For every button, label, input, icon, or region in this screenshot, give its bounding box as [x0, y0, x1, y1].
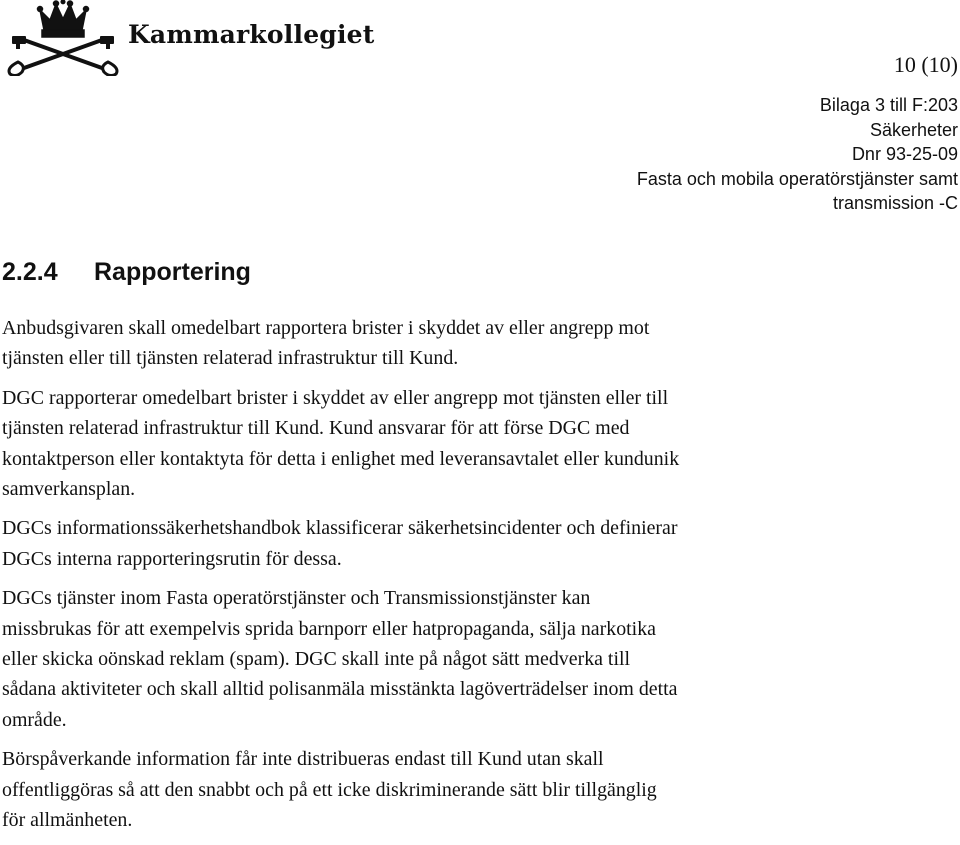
- text-line: för allmänheten.: [2, 809, 133, 832]
- meta-attachment: Bilaga 3 till F:203: [819, 95, 958, 115]
- kammarkollegiet-logo: [4, 0, 375, 76]
- text-line: tjänsten relaterad infrastruktur till Kund. Kund ansvarar för att förse DGC med: [2, 417, 630, 440]
- text-line: offentliggöras så att den snabbt och på ett icke diskriminerande sätt blir tillgänglig: [2, 778, 657, 801]
- paragraph: [2, 513, 957, 574]
- paragraph: [2, 383, 957, 505]
- meta-reference-number: Dnr 93-25-09: [851, 144, 958, 164]
- section-number: 2.2.4: [2, 258, 58, 286]
- text-line: missbrukas för att exempelvis sprida barnporr eller hatpropaganda, sälja narkotika: [2, 617, 656, 640]
- text-line: sådana aktiviteter och skall alltid polisanmäla misstänkta lagöverträdelser inom detta: [2, 678, 678, 701]
- text-line: tjänsten eller till tjänsten relaterad infrastruktur till Kund.: [2, 347, 459, 370]
- paragraph: [2, 744, 957, 835]
- logo-wordmark: Kammarkollegiet: [128, 20, 375, 49]
- text-line: DGCs informationssäkerhetshandbok klassificerar säkerhetsincidenter och definierar: [2, 517, 678, 540]
- paragraph: [2, 313, 957, 374]
- meta-category: Säkerheter: [869, 119, 958, 140]
- crown-keys-icon: [4, 0, 122, 76]
- meta-subject-line-1: Fasta och mobila operatörstjänster samt: [636, 168, 958, 189]
- paragraph: [2, 583, 957, 735]
- text-line: DGC rapporterar omedelbart brister i skyddet av eller angrepp mot tjänsten eller till: [2, 386, 669, 409]
- text-line: område.: [2, 708, 67, 731]
- section-heading: [2, 258, 251, 287]
- text-line: Börspåverkande information får inte distribueras endast till Kund utan skall: [2, 748, 604, 771]
- text-line: Anbudsgivaren skall omedelbart rapportera brister i skyddet av eller angrepp mot: [2, 317, 650, 339]
- meta-subject-line-2: transmission -C: [832, 193, 958, 213]
- document-metadata: [358, 93, 958, 216]
- text-line: DGCs interna rapporteringsrutin för dessa.: [2, 547, 342, 570]
- text-line: samverkansplan.: [2, 478, 136, 501]
- text-line: kontaktperson eller kontaktyta för detta i enlighet med leveransavtalet eller kundunik: [2, 447, 680, 470]
- text-line: DGCs tjänster inom Fasta operatörstjänster och Transmissionstjänster kan: [2, 587, 591, 610]
- page-number: 10 (10): [893, 52, 958, 77]
- section-body: [2, 313, 957, 845]
- text-line: eller skicka oönskad reklam (spam). DGC skall inte på något sätt medverka till: [2, 648, 631, 671]
- section-title: Rapportering: [94, 258, 251, 286]
